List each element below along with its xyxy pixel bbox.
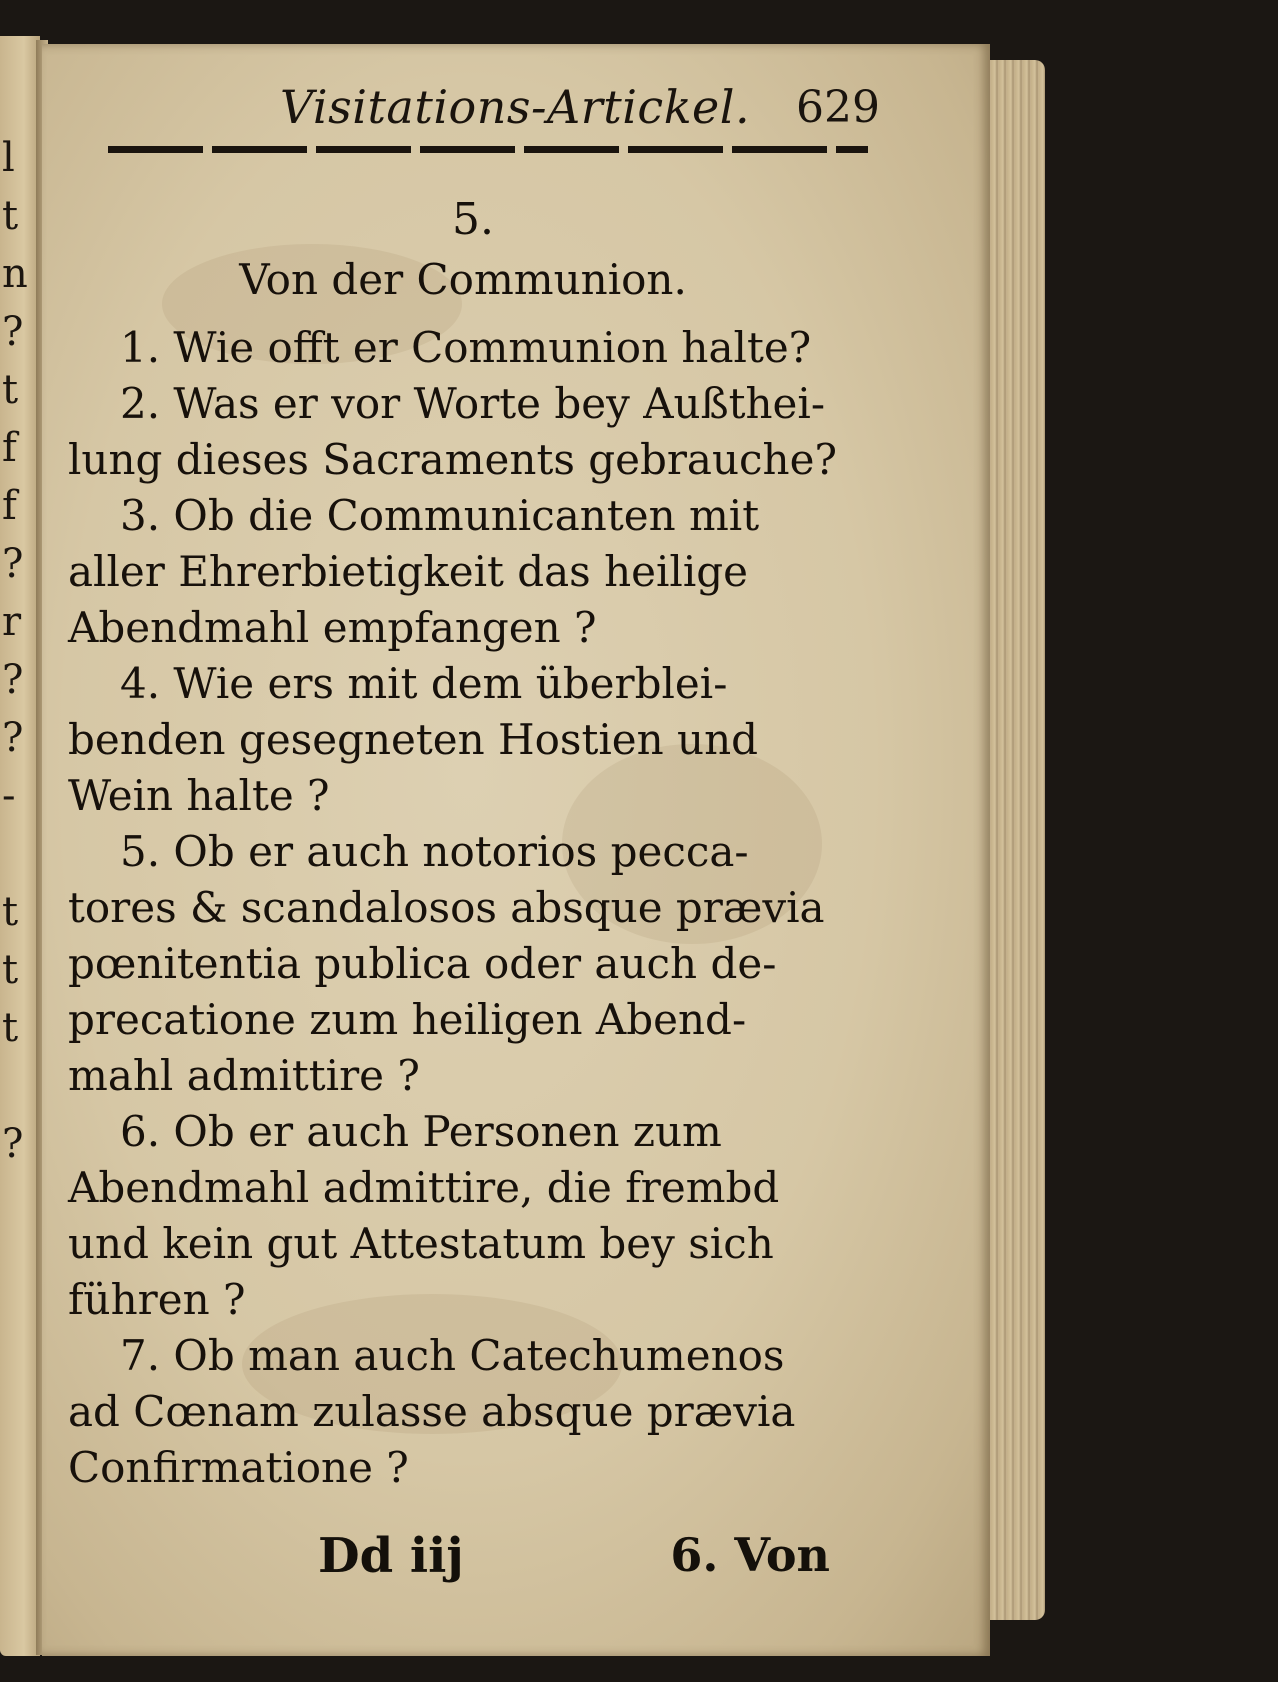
page-body: [68, 190, 858, 1496]
article-line: Abendmahl admittire, die frembd: [68, 1163, 780, 1212]
fragment-letter: [2, 1174, 32, 1232]
fragment-letter: ?: [2, 715, 24, 761]
article-line: benden gesegneten Hostien und: [68, 715, 759, 764]
article-line: und kein gut Attestatum bey sich: [68, 1219, 774, 1268]
fragment-letter: ?: [2, 541, 24, 587]
fragment-letter: ?: [2, 657, 24, 703]
fragment-letter: ?: [2, 1121, 24, 1167]
fragment-letter: t: [2, 193, 19, 239]
header-rule: [108, 146, 868, 153]
fragment-letter: [2, 826, 32, 884]
fragment-letter: t: [2, 889, 19, 935]
article-item: [68, 1104, 858, 1328]
catchword: 6. Von: [670, 1528, 830, 1582]
fragment-letter: [2, 1058, 32, 1116]
article-line: ad Cœnam zulasse absque prævia: [68, 1387, 796, 1436]
article-line: 7. Ob man auch Catechumenos: [120, 1331, 785, 1380]
article-list: [68, 320, 858, 1496]
fragment-letter: ?: [2, 309, 24, 355]
article-item: [68, 376, 858, 488]
fragment-letter: n: [2, 251, 28, 297]
article-line: führen ?: [68, 1275, 246, 1324]
left-page-fragment: [2, 130, 32, 1232]
fragment-letter: t: [2, 1005, 19, 1051]
fragment-letter: t: [2, 367, 19, 413]
article-item: [68, 824, 858, 1104]
article-line: Wein halte ?: [68, 771, 330, 820]
article-line: 4. Wie ers mit dem überblei-: [120, 659, 728, 708]
fragment-letter: t: [2, 947, 19, 993]
article-item: [68, 488, 858, 656]
article-line: 1. Wie offt er Communion halte?: [120, 323, 812, 372]
article-item: [68, 656, 858, 824]
page-number: 629: [796, 82, 880, 133]
fragment-letter: f: [2, 483, 17, 529]
fragment-letter: f: [2, 425, 17, 471]
page-footer: [68, 1528, 838, 1598]
article-line: tores & scandalosos absque prævia: [68, 883, 825, 932]
signature-mark: Dd iij: [318, 1528, 464, 1584]
article-line: Confirmatione ?: [68, 1443, 409, 1492]
running-head: Visitations-Artickel.: [280, 80, 751, 134]
article-line: 3. Ob die Communicanten mit: [120, 491, 760, 540]
article-line: 5. Ob er auch notorios pecca-: [120, 827, 749, 876]
section-title: Von der Communion.: [239, 255, 687, 304]
article-line: lung dieses Sacraments gebrauche?: [68, 435, 837, 484]
fragment-letter: r: [2, 599, 22, 645]
article-item: [68, 1328, 858, 1496]
article-line: mahl admittire ?: [68, 1051, 420, 1100]
article-item: [68, 320, 858, 376]
article-line: aller Ehrerbietigkeit das heilige: [68, 547, 749, 596]
section-number: 5.: [452, 194, 494, 245]
article-line: 6. Ob er auch Personen zum: [120, 1107, 722, 1156]
fragment-letter: -: [2, 773, 16, 819]
page-header: [110, 78, 890, 138]
article-line: 2. Was er vor Worte bey Außthei-: [120, 379, 826, 428]
article-line: precatione zum heiligen Abend-: [68, 995, 747, 1044]
article-line: pœnitentia publica oder auch de-: [68, 939, 777, 988]
article-line: Abendmahl empfangen ?: [68, 603, 597, 652]
fragment-letter: l: [2, 135, 15, 181]
